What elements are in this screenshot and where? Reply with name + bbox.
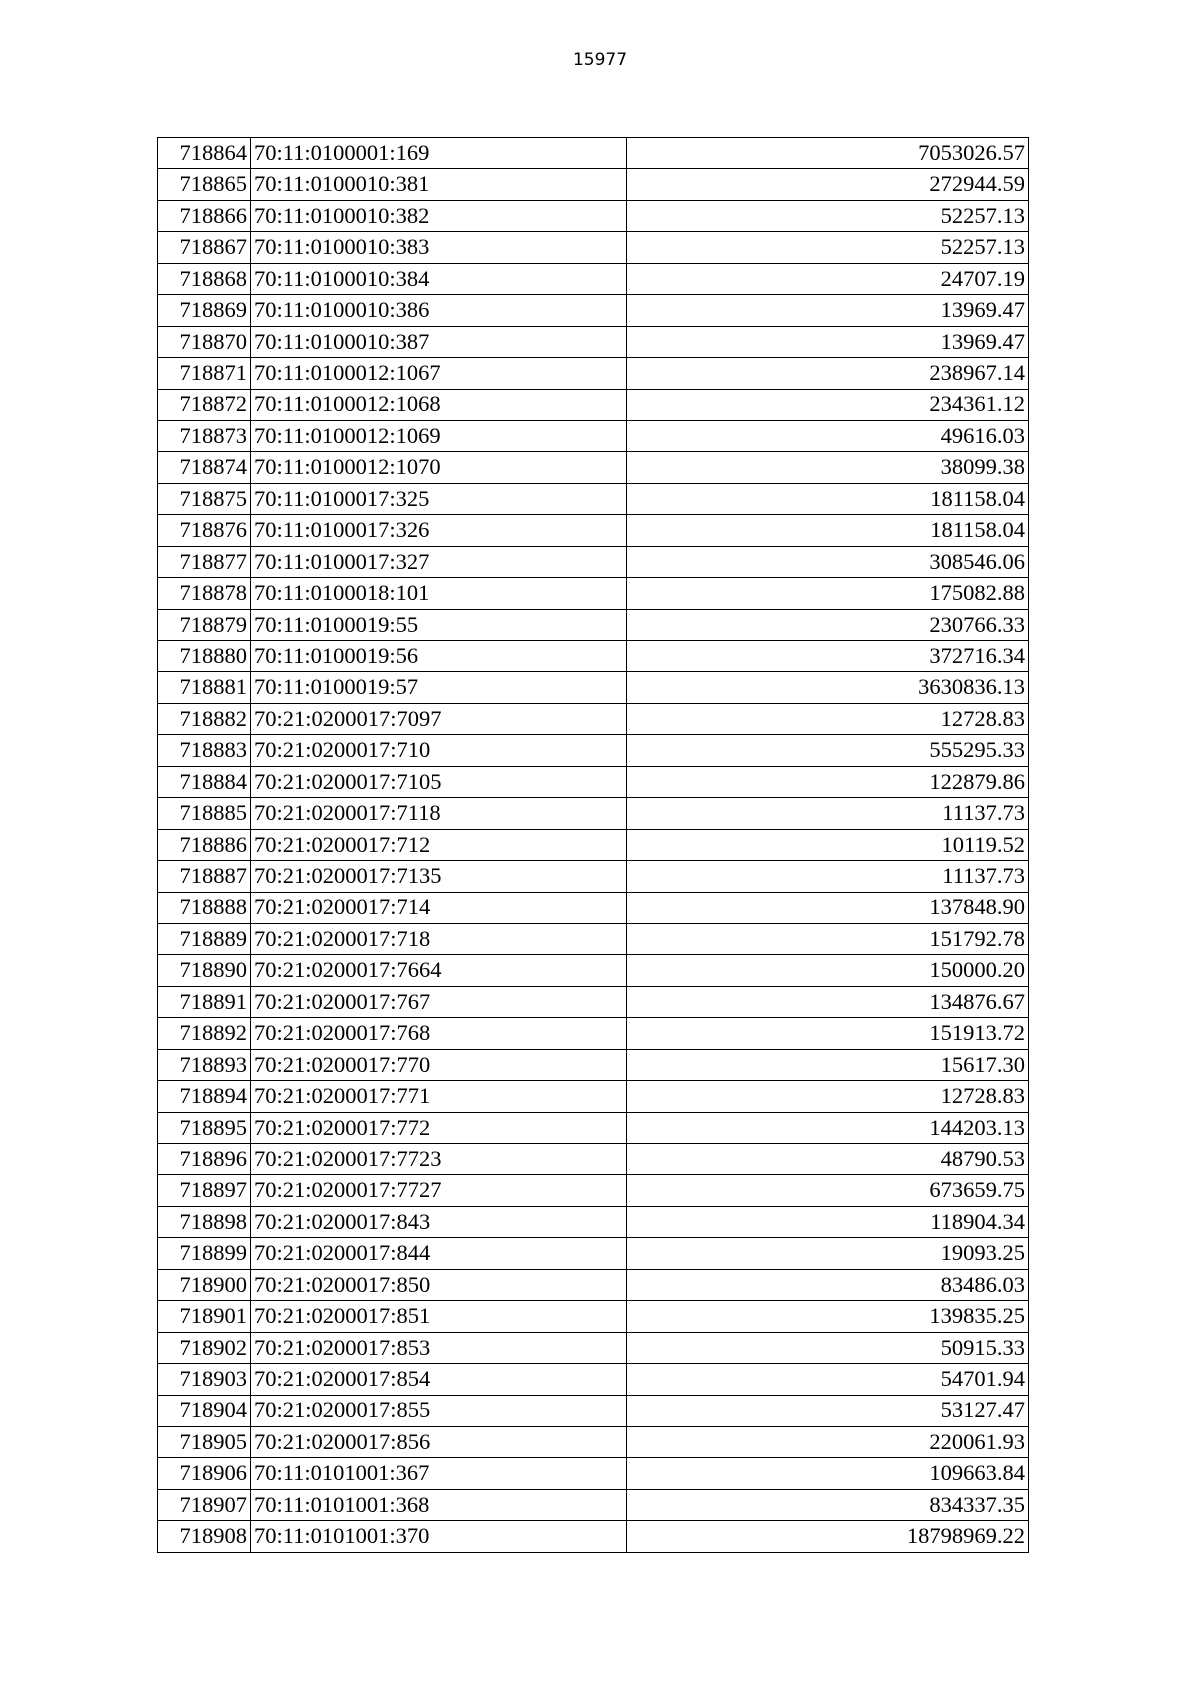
row-number-cell: 718877 bbox=[158, 546, 251, 577]
table-row bbox=[158, 483, 1029, 514]
value-cell: 12728.83 bbox=[626, 1081, 1028, 1112]
row-number-cell: 718893 bbox=[158, 1049, 251, 1080]
cadastral-number-cell: 70:21:0200017:718 bbox=[250, 923, 626, 954]
cadastral-number-cell: 70:11:0100012:1070 bbox=[250, 452, 626, 483]
table-row bbox=[158, 1521, 1029, 1552]
row-number-cell: 718894 bbox=[158, 1081, 251, 1112]
cadastral-number-cell: 70:11:0100012:1068 bbox=[250, 389, 626, 420]
row-number-cell: 718887 bbox=[158, 861, 251, 892]
table-row bbox=[158, 326, 1029, 357]
value-cell: 13969.47 bbox=[626, 326, 1028, 357]
cadastral-number-cell: 70:11:0101001:370 bbox=[250, 1521, 626, 1552]
table-row bbox=[158, 389, 1029, 420]
table-row bbox=[158, 578, 1029, 609]
value-cell: 834337.35 bbox=[626, 1489, 1028, 1520]
table-row bbox=[158, 735, 1029, 766]
cadastral-number-cell: 70:11:0100019:57 bbox=[250, 672, 626, 703]
table-row bbox=[158, 1395, 1029, 1426]
row-number-cell: 718903 bbox=[158, 1364, 251, 1395]
cadastral-number-cell: 70:11:0100017:326 bbox=[250, 515, 626, 546]
cadastral-number-cell: 70:21:0200017:855 bbox=[250, 1395, 626, 1426]
row-number-cell: 718905 bbox=[158, 1426, 251, 1457]
row-number-cell: 718902 bbox=[158, 1332, 251, 1363]
row-number-cell: 718904 bbox=[158, 1395, 251, 1426]
cadastral-number-cell: 70:11:0100018:101 bbox=[250, 578, 626, 609]
table-row bbox=[158, 358, 1029, 389]
row-number-cell: 718873 bbox=[158, 420, 251, 451]
value-cell: 144203.13 bbox=[626, 1112, 1028, 1143]
table-row bbox=[158, 923, 1029, 954]
row-number-cell: 718876 bbox=[158, 515, 251, 546]
cadastral-number-cell: 70:11:0100010:387 bbox=[250, 326, 626, 357]
value-cell: 54701.94 bbox=[626, 1364, 1028, 1395]
row-number-cell: 718906 bbox=[158, 1458, 251, 1489]
cadastral-number-cell: 70:21:0200017:7664 bbox=[250, 955, 626, 986]
table-row bbox=[158, 546, 1029, 577]
table-row bbox=[158, 232, 1029, 263]
cadastral-number-cell: 70:11:0100010:381 bbox=[250, 169, 626, 200]
value-cell: 13969.47 bbox=[626, 295, 1028, 326]
cadastral-number-cell: 70:11:0100012:1067 bbox=[250, 358, 626, 389]
cadastral-number-cell: 70:21:0200017:768 bbox=[250, 1018, 626, 1049]
cadastral-number-cell: 70:11:0100001:169 bbox=[250, 138, 626, 169]
value-cell: 48790.53 bbox=[626, 1144, 1028, 1175]
value-cell: 52257.13 bbox=[626, 200, 1028, 231]
table-row bbox=[158, 1489, 1029, 1520]
value-cell: 118904.34 bbox=[626, 1206, 1028, 1237]
row-number-cell: 718867 bbox=[158, 232, 251, 263]
value-cell: 555295.33 bbox=[626, 735, 1028, 766]
table-row bbox=[158, 1175, 1029, 1206]
table-row bbox=[158, 672, 1029, 703]
table-row bbox=[158, 1269, 1029, 1300]
table-row bbox=[158, 703, 1029, 734]
row-number-cell: 718888 bbox=[158, 892, 251, 923]
value-cell: 109663.84 bbox=[626, 1458, 1028, 1489]
row-number-cell: 718874 bbox=[158, 452, 251, 483]
cadastral-number-cell: 70:11:0100017:327 bbox=[250, 546, 626, 577]
cadastral-number-cell: 70:11:0100019:55 bbox=[250, 609, 626, 640]
table-body bbox=[158, 138, 1029, 1553]
row-number-cell: 718899 bbox=[158, 1238, 251, 1269]
cadastral-number-cell: 70:21:0200017:7723 bbox=[250, 1144, 626, 1175]
value-cell: 234361.12 bbox=[626, 389, 1028, 420]
cadastral-number-cell: 70:21:0200017:767 bbox=[250, 986, 626, 1017]
cadastral-number-cell: 70:21:0200017:7118 bbox=[250, 798, 626, 829]
value-cell: 12728.83 bbox=[626, 703, 1028, 734]
value-cell: 7053026.57 bbox=[626, 138, 1028, 169]
table-row bbox=[158, 892, 1029, 923]
cadastral-number-cell: 70:11:0100010:384 bbox=[250, 263, 626, 294]
value-cell: 181158.04 bbox=[626, 483, 1028, 514]
row-number-cell: 718878 bbox=[158, 578, 251, 609]
table-row bbox=[158, 1238, 1029, 1269]
row-number-cell: 718891 bbox=[158, 986, 251, 1017]
value-cell: 53127.47 bbox=[626, 1395, 1028, 1426]
value-cell: 3630836.13 bbox=[626, 672, 1028, 703]
table-row bbox=[158, 986, 1029, 1017]
row-number-cell: 718875 bbox=[158, 483, 251, 514]
value-cell: 15617.30 bbox=[626, 1049, 1028, 1080]
cadastral-number-cell: 70:21:0200017:714 bbox=[250, 892, 626, 923]
table-row bbox=[158, 169, 1029, 200]
cadastral-number-cell: 70:21:0200017:710 bbox=[250, 735, 626, 766]
row-number-cell: 718869 bbox=[158, 295, 251, 326]
table-row bbox=[158, 1018, 1029, 1049]
table-row bbox=[158, 420, 1029, 451]
row-number-cell: 718892 bbox=[158, 1018, 251, 1049]
value-cell: 175082.88 bbox=[626, 578, 1028, 609]
cadastral-number-cell: 70:11:0100010:386 bbox=[250, 295, 626, 326]
cadastral-number-cell: 70:11:0100019:56 bbox=[250, 641, 626, 672]
row-number-cell: 718897 bbox=[158, 1175, 251, 1206]
value-cell: 19093.25 bbox=[626, 1238, 1028, 1269]
row-number-cell: 718868 bbox=[158, 263, 251, 294]
row-number-cell: 718890 bbox=[158, 955, 251, 986]
value-cell: 673659.75 bbox=[626, 1175, 1028, 1206]
table-row bbox=[158, 200, 1029, 231]
cadastral-number-cell: 70:21:0200017:856 bbox=[250, 1426, 626, 1457]
table-row bbox=[158, 955, 1029, 986]
value-cell: 372716.34 bbox=[626, 641, 1028, 672]
table-row bbox=[158, 1364, 1029, 1395]
cadastral-number-cell: 70:21:0200017:853 bbox=[250, 1332, 626, 1363]
value-cell: 52257.13 bbox=[626, 232, 1028, 263]
cadastral-value-table bbox=[157, 137, 1029, 1553]
value-cell: 151913.72 bbox=[626, 1018, 1028, 1049]
table-row bbox=[158, 138, 1029, 169]
value-cell: 230766.33 bbox=[626, 609, 1028, 640]
cadastral-number-cell: 70:21:0200017:7105 bbox=[250, 766, 626, 797]
cadastral-number-cell: 70:21:0200017:7727 bbox=[250, 1175, 626, 1206]
table-row bbox=[158, 1458, 1029, 1489]
table-row bbox=[158, 861, 1029, 892]
value-cell: 10119.52 bbox=[626, 829, 1028, 860]
table-row bbox=[158, 1332, 1029, 1363]
row-number-cell: 718896 bbox=[158, 1144, 251, 1175]
row-number-cell: 718882 bbox=[158, 703, 251, 734]
value-cell: 150000.20 bbox=[626, 955, 1028, 986]
value-cell: 38099.38 bbox=[626, 452, 1028, 483]
cadastral-number-cell: 70:11:0100010:383 bbox=[250, 232, 626, 263]
value-cell: 151792.78 bbox=[626, 923, 1028, 954]
table-row bbox=[158, 641, 1029, 672]
table-row bbox=[158, 515, 1029, 546]
row-number-cell: 718866 bbox=[158, 200, 251, 231]
row-number-cell: 718886 bbox=[158, 829, 251, 860]
table-row bbox=[158, 452, 1029, 483]
table-row bbox=[158, 1301, 1029, 1332]
row-number-cell: 718870 bbox=[158, 326, 251, 357]
table-row bbox=[158, 829, 1029, 860]
cadastral-number-cell: 70:11:0100010:382 bbox=[250, 200, 626, 231]
value-cell: 83486.03 bbox=[626, 1269, 1028, 1300]
value-cell: 308546.06 bbox=[626, 546, 1028, 577]
table-row bbox=[158, 1049, 1029, 1080]
cadastral-number-cell: 70:21:0200017:771 bbox=[250, 1081, 626, 1112]
table-row bbox=[158, 766, 1029, 797]
row-number-cell: 718884 bbox=[158, 766, 251, 797]
cadastral-number-cell: 70:21:0200017:772 bbox=[250, 1112, 626, 1143]
cadastral-number-cell: 70:11:0101001:368 bbox=[250, 1489, 626, 1520]
row-number-cell: 718901 bbox=[158, 1301, 251, 1332]
table-row bbox=[158, 1426, 1029, 1457]
row-number-cell: 718895 bbox=[158, 1112, 251, 1143]
value-cell: 272944.59 bbox=[626, 169, 1028, 200]
cadastral-number-cell: 70:11:0101001:367 bbox=[250, 1458, 626, 1489]
row-number-cell: 718864 bbox=[158, 138, 251, 169]
cadastral-number-cell: 70:21:0200017:850 bbox=[250, 1269, 626, 1300]
row-number-cell: 718889 bbox=[158, 923, 251, 954]
row-number-cell: 718907 bbox=[158, 1489, 251, 1520]
row-number-cell: 718872 bbox=[158, 389, 251, 420]
value-cell: 220061.93 bbox=[626, 1426, 1028, 1457]
table-row bbox=[158, 1081, 1029, 1112]
cadastral-number-cell: 70:11:0100017:325 bbox=[250, 483, 626, 514]
value-cell: 238967.14 bbox=[626, 358, 1028, 389]
table-row bbox=[158, 1144, 1029, 1175]
row-number-cell: 718871 bbox=[158, 358, 251, 389]
table-row bbox=[158, 1112, 1029, 1143]
value-cell: 11137.73 bbox=[626, 798, 1028, 829]
row-number-cell: 718885 bbox=[158, 798, 251, 829]
value-cell: 49616.03 bbox=[626, 420, 1028, 451]
cadastral-number-cell: 70:21:0200017:770 bbox=[250, 1049, 626, 1080]
value-cell: 18798969.22 bbox=[626, 1521, 1028, 1552]
row-number-cell: 718908 bbox=[158, 1521, 251, 1552]
row-number-cell: 718883 bbox=[158, 735, 251, 766]
cadastral-number-cell: 70:21:0200017:851 bbox=[250, 1301, 626, 1332]
table-row bbox=[158, 263, 1029, 294]
row-number-cell: 718880 bbox=[158, 641, 251, 672]
row-number-cell: 718881 bbox=[158, 672, 251, 703]
cadastral-number-cell: 70:21:0200017:844 bbox=[250, 1238, 626, 1269]
cadastral-number-cell: 70:21:0200017:854 bbox=[250, 1364, 626, 1395]
table-row bbox=[158, 798, 1029, 829]
value-cell: 122879.86 bbox=[626, 766, 1028, 797]
value-cell: 11137.73 bbox=[626, 861, 1028, 892]
cadastral-number-cell: 70:11:0100012:1069 bbox=[250, 420, 626, 451]
cadastral-number-cell: 70:21:0200017:7097 bbox=[250, 703, 626, 734]
cadastral-number-cell: 70:21:0200017:7135 bbox=[250, 861, 626, 892]
row-number-cell: 718879 bbox=[158, 609, 251, 640]
page-number: 15977 bbox=[572, 50, 628, 70]
value-cell: 24707.19 bbox=[626, 263, 1028, 294]
value-cell: 134876.67 bbox=[626, 986, 1028, 1017]
value-cell: 50915.33 bbox=[626, 1332, 1028, 1363]
value-cell: 181158.04 bbox=[626, 515, 1028, 546]
row-number-cell: 718898 bbox=[158, 1206, 251, 1237]
value-cell: 139835.25 bbox=[626, 1301, 1028, 1332]
table-row bbox=[158, 609, 1029, 640]
table-row bbox=[158, 1206, 1029, 1237]
cadastral-number-cell: 70:21:0200017:712 bbox=[250, 829, 626, 860]
row-number-cell: 718865 bbox=[158, 169, 251, 200]
value-cell: 137848.90 bbox=[626, 892, 1028, 923]
row-number-cell: 718900 bbox=[158, 1269, 251, 1300]
cadastral-number-cell: 70:21:0200017:843 bbox=[250, 1206, 626, 1237]
table-row bbox=[158, 295, 1029, 326]
